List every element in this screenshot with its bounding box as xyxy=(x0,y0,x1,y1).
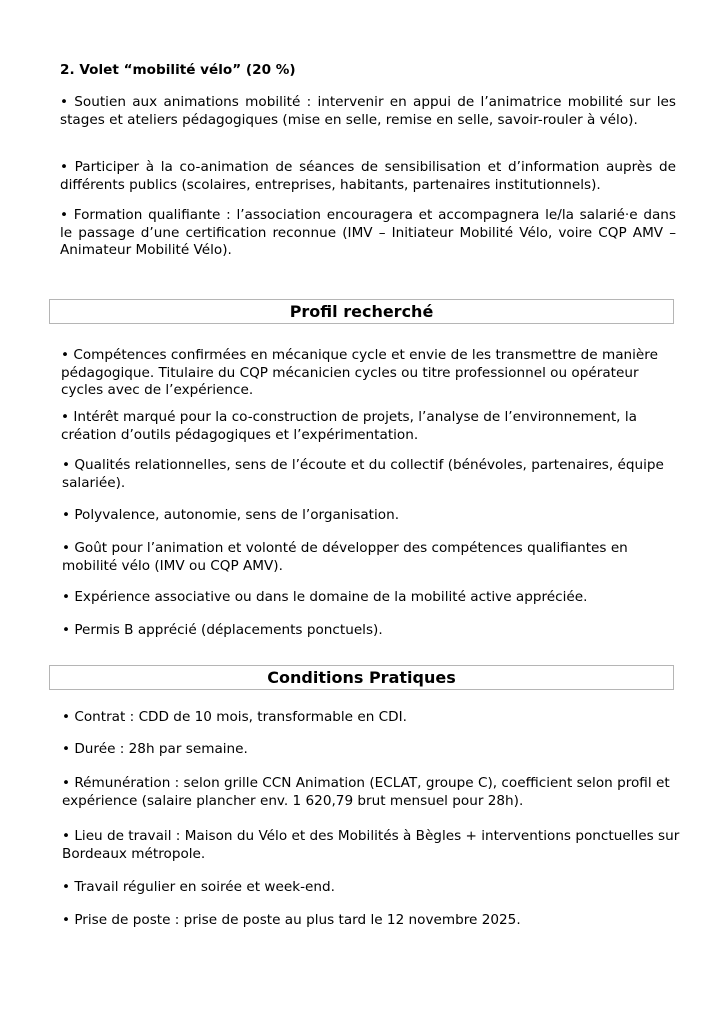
profil-item-1: • Compétences confirmées en mécanique cycle et envie de les transmettre de manière pédagogique. Titulaire du CQP mécanicien cycles ou titre professionnel ou opérateur cycles avec de l’expérience. xyxy=(61,347,658,398)
conditions-item-6: • Prise de poste : prise de poste au plus tard le 12 novembre 2025. xyxy=(62,912,521,928)
section-title-profil: Profil recherché xyxy=(289,302,434,321)
conditions-item-4: • Lieu de travail : Maison du Vélo et des Mobilités à Bègles + interventions ponctuelles sur Bordeaux métropole. xyxy=(62,828,680,862)
profil-item-6: • Expérience associative ou dans le domaine de la mobilité active appréciée. xyxy=(62,589,588,605)
profil-item-5: • Goût pour l’animation et volonté de développer des compétences qualifiantes en mobilité vélo (IMV ou CQP AMV). xyxy=(62,540,628,574)
profil-item-3: • Qualités relationnelles, sens de l’écoute et du collectif (bénévoles, partenaires, équipe salariée). xyxy=(62,457,664,491)
conditions-item-2: • Durée : 28h par semaine. xyxy=(62,741,248,757)
volet-item-3: • Formation qualifiante : l’association encouragera et accompagnera le/la salarié·e dans le passage d’une certification reconnue (IMV – Initiateur Mobilité Vélo, voire CQP AMV – Animateur Mobilité Vélo). xyxy=(60,207,676,258)
volet-item-1: • Soutien aux animations mobilité : intervenir en appui de l’animatrice mobilité sur les stages et ateliers pédagogiques (mise en selle, remise en selle, savoir-rouler à vélo). xyxy=(60,94,676,128)
conditions-item-1: • Contrat : CDD de 10 mois, transformable en CDI. xyxy=(62,709,407,725)
conditions-item-3: • Rémunération : selon grille CCN Animation (ECLAT, groupe C), coefficient selon profil et expérience (salaire plancher env. 1 620,79 brut mensuel pour 28h). xyxy=(62,775,670,809)
profil-item-7: • Permis B apprécié (déplacements ponctuels). xyxy=(62,622,383,638)
section-box-profil xyxy=(49,299,674,324)
profil-item-2: • Intérêt marqué pour la co-construction de projets, l’analyse de l’environnement, la création d’outils pédagogiques et l’expérimentation. xyxy=(61,409,637,443)
conditions-item-5: • Travail régulier en soirée et week-end. xyxy=(62,879,335,895)
section-box-conditions xyxy=(49,665,674,690)
profil-item-4: • Polyvalence, autonomie, sens de l’organisation. xyxy=(62,507,400,523)
section-title-conditions: Conditions Pratiques xyxy=(267,668,456,687)
section-heading-volet: 2. Volet “mobilité vélo” (20 %) xyxy=(60,62,296,78)
volet-item-2: • Participer à la co-animation de séances de sensibilisation et d’information auprès de différents publics (scolaires, entreprises, habitants, partenaires institutionnels). xyxy=(60,159,676,193)
